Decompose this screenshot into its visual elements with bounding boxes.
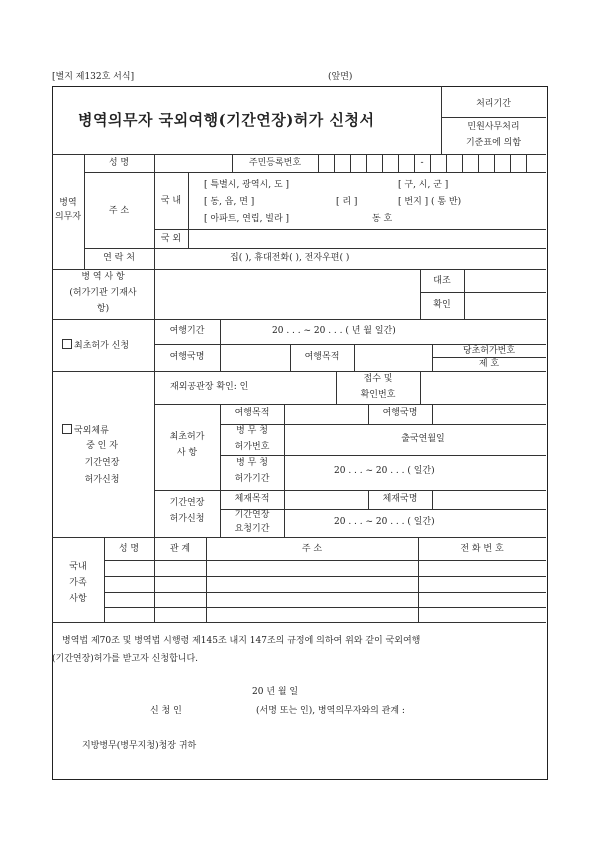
receipt-number-field[interactable] xyxy=(422,373,544,402)
family-row[interactable] xyxy=(105,561,546,575)
trip-purpose-field[interactable] xyxy=(286,406,366,420)
trip-purpose-label: 여행목적 xyxy=(234,408,270,418)
addr-village: [ 리 ] xyxy=(336,197,358,207)
declaration-line1: 병역법 제70조 및 병역법 시행령 제145조 내지 147조의 규정에 의하여 위와 같이 국외여행 xyxy=(62,636,421,646)
extension-label1: 국외체류 xyxy=(74,426,109,436)
rrn-field[interactable] xyxy=(318,154,546,172)
contact-field[interactable]: 집( ), 휴대전화( ), 전자우편( ) xyxy=(230,253,350,263)
family-label3: 사항 xyxy=(69,594,87,604)
stay-purpose-field[interactable] xyxy=(286,492,366,506)
travel-purpose-field[interactable] xyxy=(356,346,430,369)
confirm-label: 확인 xyxy=(433,300,451,310)
stay-country-label: 체재국명 xyxy=(382,494,418,504)
family-row[interactable] xyxy=(105,608,546,621)
processing-period-label: 처리기간 xyxy=(476,99,511,109)
addr-city: [ 구, 시, 군 ] xyxy=(398,180,449,190)
departure-date-label: 출국연월일 xyxy=(401,434,445,444)
travel-country-field[interactable] xyxy=(222,346,288,369)
receipt-label1: 접수 및 xyxy=(363,374,393,384)
office-permit-period-label2: 허가기간 xyxy=(234,474,270,484)
page-side: (앞면) xyxy=(328,72,353,82)
office-permit-no-field[interactable] xyxy=(286,426,366,452)
address-label: 주 소 xyxy=(108,206,130,216)
family-col-relation: 관 계 xyxy=(169,544,191,554)
form-number: [별지 제132호 서식] xyxy=(52,72,135,82)
first-permit-option[interactable] xyxy=(62,339,129,352)
family-row[interactable] xyxy=(105,577,546,591)
addr-apartment: [ 아파트, 연립, 빌라 ] xyxy=(204,214,290,224)
extension-request-label1: 기간연장 xyxy=(169,498,205,508)
foreign-label: 국 외 xyxy=(160,234,182,244)
trip-country-label: 여행국명 xyxy=(382,408,418,418)
extension-option[interactable] xyxy=(62,424,109,437)
office-permit-no-label1: 병 무 청 xyxy=(236,426,268,436)
family-col-phone: 전 화 번 호 xyxy=(460,544,504,554)
receipt-label2: 확인번호 xyxy=(360,390,396,400)
addr-lot: [ 번지 ] ( 통 반) xyxy=(398,197,462,207)
prior-permit-number[interactable]: 제 호 xyxy=(478,359,500,369)
first-permit-checkbox[interactable] xyxy=(62,339,72,349)
name-label: 성 명 xyxy=(108,158,130,168)
first-permit-label: 최초허가 신청 xyxy=(74,341,130,351)
stay-purpose-label: 체재목적 xyxy=(234,494,270,504)
office-permit-period-field[interactable]: 20 . . . ~ 20 . . . ( 일간) xyxy=(334,466,435,476)
check-label: 대조 xyxy=(433,276,451,286)
prior-permit-label: 당초허가번호 xyxy=(462,346,516,356)
military-info-field[interactable] xyxy=(156,271,418,317)
declaration-line2: (기간연장)허가를 받고자 신청합니다. xyxy=(52,654,199,664)
consul-confirm: 재외공관장 확인: 인 xyxy=(170,382,249,392)
travel-period-field[interactable]: 20 . . . ~ 20 . . . ( 년 월 일간) xyxy=(272,326,396,336)
family-col-address: 주 소 xyxy=(301,544,323,554)
extension-checkbox[interactable] xyxy=(62,424,72,434)
travel-purpose-label: 여행목적 xyxy=(304,352,340,362)
signature-relation[interactable]: (서명 또는 인), 병역의무자와의 관계 : xyxy=(256,706,405,716)
office-permit-no-label2: 허가번호 xyxy=(234,442,270,452)
applicant-label: 신 청 인 xyxy=(150,706,182,716)
stay-country-field[interactable] xyxy=(434,492,544,506)
first-permit-info-label2: 사 항 xyxy=(176,448,198,458)
extension-label4: 허가신청 xyxy=(84,475,120,485)
form-title: 병역의무자 국외여행(기간연장)허가 신청서 xyxy=(78,111,375,129)
foreign-address-field[interactable] xyxy=(190,231,544,246)
addr-town: [ 동, 읍, 면 ] xyxy=(204,197,255,207)
trip-country-field[interactable] xyxy=(434,406,544,420)
extension-request-label2: 허가신청 xyxy=(169,514,205,524)
name-field[interactable] xyxy=(156,156,231,169)
family-col-name: 성 명 xyxy=(118,544,140,554)
recipient: 지방병무(병무지청)청장 귀하 xyxy=(82,741,197,751)
requested-period-field[interactable]: 20 . . . ~ 20 . . . ( 일간) xyxy=(334,517,435,527)
departure-date-field[interactable] xyxy=(480,426,544,452)
rrn-label: 주민등록번호 xyxy=(248,158,302,168)
rrn-dash: - xyxy=(420,158,424,168)
addr-province: [ 특별시, 광역시, 도 ] xyxy=(204,180,290,190)
travel-period-label: 여행기간 xyxy=(169,326,205,336)
military-label2: (허가기관 기재사 xyxy=(69,288,137,298)
military-label3: 항) xyxy=(96,304,110,314)
processing-standard-line1: 민원사무처리 xyxy=(467,122,520,132)
application-date[interactable]: 20 년 월 일 xyxy=(252,687,299,697)
family-label1: 국내 xyxy=(69,562,87,572)
requested-period-label2: 요청기간 xyxy=(234,524,270,534)
extension-label3: 기간연장 xyxy=(84,458,120,468)
office-permit-period-label1: 병 무 청 xyxy=(236,458,268,468)
domestic-label: 국 내 xyxy=(160,196,182,206)
extension-label2: 중 인 자 xyxy=(86,441,118,451)
processing-standard-line2: 기준표에 의함 xyxy=(465,138,522,148)
first-permit-info-label1: 최초허가 xyxy=(169,432,205,442)
addr-unit: 동 호 xyxy=(372,214,393,224)
military-label1: 병 역 사 항 xyxy=(81,272,125,282)
applicant-section-label1: 병역 xyxy=(59,198,77,208)
family-label2: 가족 xyxy=(69,578,87,588)
contact-label: 연 락 처 xyxy=(103,253,135,263)
applicant-section-label2: 의무자 xyxy=(54,212,82,222)
requested-period-label1: 기간연장 xyxy=(234,510,270,520)
travel-country-label: 여행국명 xyxy=(169,352,205,362)
family-row[interactable] xyxy=(105,593,546,606)
